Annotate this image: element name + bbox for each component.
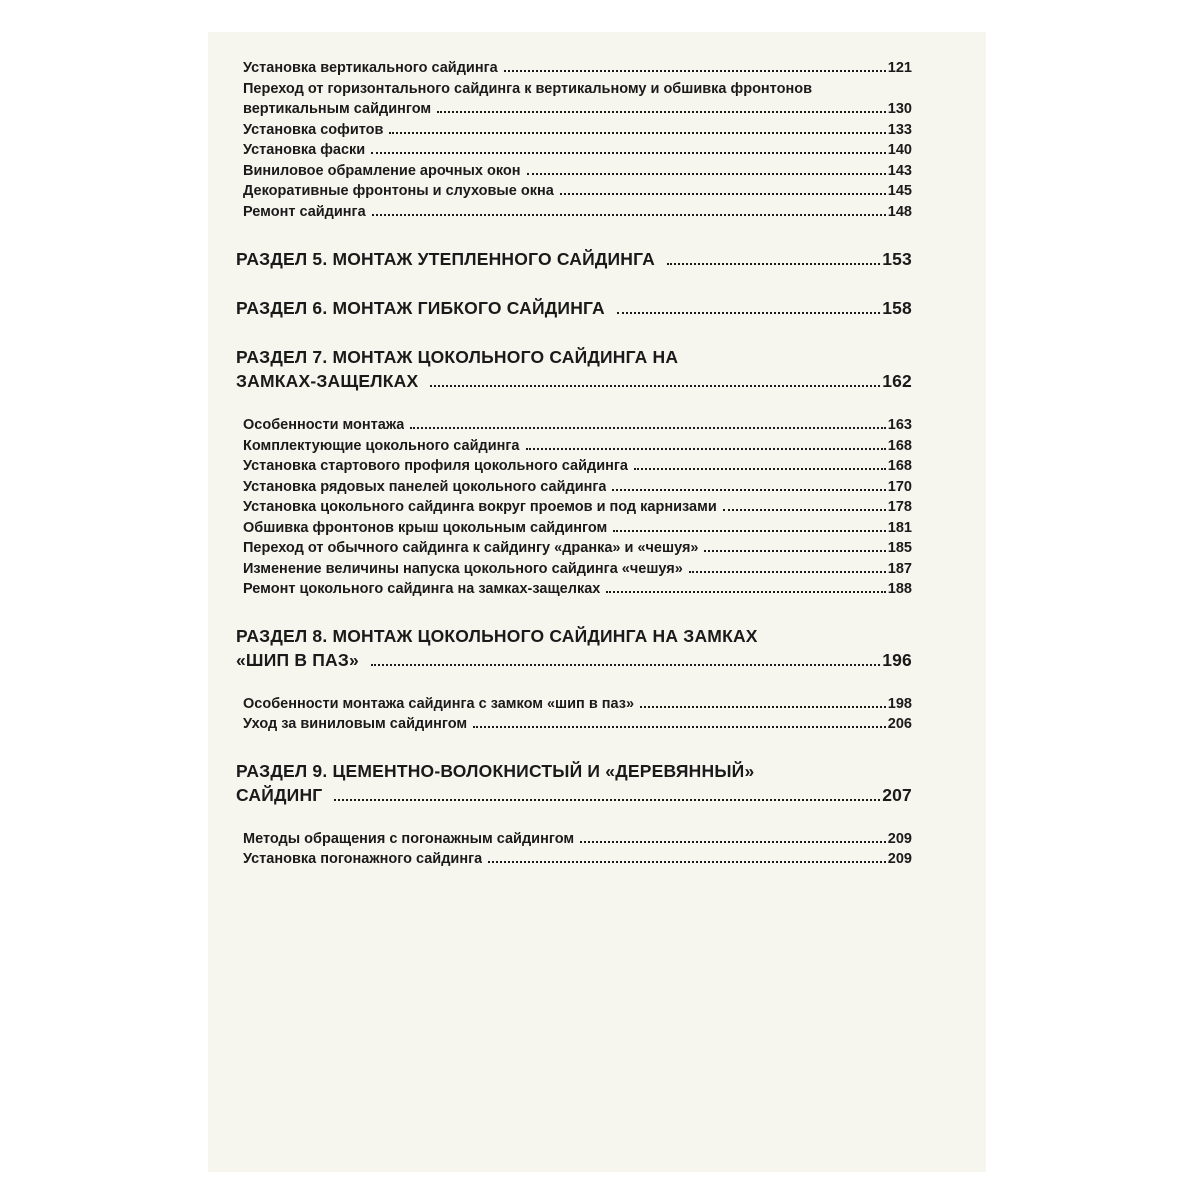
toc-entry xyxy=(243,202,912,223)
toc-entry-page: 178 xyxy=(887,499,912,515)
dot-leader xyxy=(473,726,886,728)
dot-leader xyxy=(634,468,886,470)
toc-entry-page: 185 xyxy=(887,540,912,556)
toc-section xyxy=(236,759,912,807)
toc-entry-title: Виниловое обрамление арочных окон xyxy=(243,162,521,179)
toc-entry-page: 121 xyxy=(887,60,912,76)
toc-entry-title: Ремонт сайдинга xyxy=(243,203,366,220)
toc-entry-page: 209 xyxy=(887,851,912,867)
dot-leader xyxy=(613,530,886,532)
toc-entry xyxy=(243,497,912,518)
toc-entry xyxy=(243,538,912,559)
table-of-contents xyxy=(236,58,912,870)
toc-entry xyxy=(243,140,912,161)
dot-leader xyxy=(334,799,880,801)
toc-section-page: 207 xyxy=(882,784,912,805)
toc-entry xyxy=(243,436,912,457)
toc-entry-page: 206 xyxy=(887,716,912,732)
toc-entry-title-line: Переход от горизонтального сайдинга к вертикальному и обшивка фронтонов xyxy=(243,80,812,97)
toc-entry xyxy=(243,829,912,850)
toc-entry-page: 188 xyxy=(887,581,912,597)
dot-leader xyxy=(640,706,886,708)
toc-section-title: РАЗДЕЛ 8. МОНТАЖ ЦОКОЛЬНОГО САЙДИНГА НА ЗАМКАХ xyxy=(236,625,758,646)
toc-entry-page: 209 xyxy=(887,830,912,847)
dot-leader xyxy=(437,111,886,113)
toc-entry-title: Декоративные фронтоны и слуховые окна xyxy=(243,183,554,199)
toc-entry-page: 187 xyxy=(887,560,912,577)
toc-entry xyxy=(243,120,912,141)
toc-entry-page: 198 xyxy=(887,695,912,712)
toc-section xyxy=(236,296,912,320)
toc-entry-page: 170 xyxy=(887,478,912,495)
toc-entry-page: 168 xyxy=(887,437,912,454)
dot-leader xyxy=(372,214,886,216)
toc-section-title-cont: САЙДИНГ xyxy=(236,784,323,805)
toc-entry-page: 133 xyxy=(887,121,912,138)
dot-leader xyxy=(488,861,886,863)
toc-entry-title: вертикальным сайдингом xyxy=(243,101,432,117)
toc-section-title-cont: «ШИП В ПАЗ» xyxy=(236,649,359,670)
toc-entry-title: Установка стартового профиля цокольного сайдинга xyxy=(243,458,628,474)
dot-leader xyxy=(560,193,886,195)
dot-leader xyxy=(389,132,885,134)
toc-entry-title: Комплектующие цокольного сайдинга xyxy=(243,437,520,454)
toc-entry-title: Переход от обычного сайдинга к сайдингу «дранка» и «чешуя» xyxy=(243,540,699,556)
dot-leader xyxy=(689,571,886,573)
toc-entry-page: 130 xyxy=(887,101,912,117)
toc-entry-title: Особенности монтажа сайдинга с замком «шип в паз» xyxy=(243,695,635,712)
dot-leader xyxy=(526,448,886,450)
toc-entry xyxy=(243,99,912,120)
toc-entry-page: 163 xyxy=(887,417,912,433)
toc-section xyxy=(236,345,912,393)
toc-entry xyxy=(243,694,912,715)
toc-entry xyxy=(243,579,912,600)
dot-leader xyxy=(580,841,886,843)
dot-leader xyxy=(606,591,885,593)
toc-section-page: 162 xyxy=(882,371,912,391)
toc-entry xyxy=(243,456,912,477)
toc-entry-page: 140 xyxy=(887,142,912,158)
toc-entry xyxy=(243,714,912,735)
toc-section-title: РАЗДЕЛ 7. МОНТАЖ ЦОКОЛЬНОГО САЙДИНГА НА xyxy=(236,347,679,367)
toc-entry-title: Изменение величины напуска цокольного сайдинга «чешуя» xyxy=(243,560,683,577)
toc-entry-title: Установка цокольного сайдинга вокруг проемов и под карнизами xyxy=(243,499,717,515)
toc-entry xyxy=(243,58,912,79)
dot-leader xyxy=(527,173,886,175)
dot-leader xyxy=(430,385,880,387)
toc-section-title-cont: ЗАМКАХ-ЗАЩЕЛКАХ xyxy=(236,371,419,391)
toc-entry-page: 148 xyxy=(887,203,912,220)
toc-entry-title: Особенности монтажа xyxy=(243,417,405,433)
toc-entry-title: Установка погонажного сайдинга xyxy=(243,851,483,867)
toc-entry-page: 143 xyxy=(887,162,912,179)
toc-entry-page: 181 xyxy=(887,519,912,536)
toc-entry-page: 145 xyxy=(887,183,912,199)
toc-entry-title: Установка рядовых панелей цокольного сайдинга xyxy=(243,478,607,495)
toc-section-title: РАЗДЕЛ 6. МОНТАЖ ГИБКОГО САЙДИНГА xyxy=(236,298,605,318)
dot-leader xyxy=(371,664,880,666)
toc-section xyxy=(236,624,912,672)
toc-entry-title: Ремонт цокольного сайдинга на замках-защелках xyxy=(243,581,601,597)
toc-entry xyxy=(243,559,912,580)
toc-entry-page: 168 xyxy=(887,458,912,474)
toc-entry-title: Уход за виниловым сайдингом xyxy=(243,716,468,732)
dot-leader xyxy=(371,152,886,154)
dot-leader xyxy=(504,70,886,72)
toc-entry-title: Методы обращения с погонажным сайдингом xyxy=(243,830,575,847)
toc-entry xyxy=(243,477,912,498)
dot-leader xyxy=(704,550,885,552)
toc-entry xyxy=(243,415,912,436)
dot-leader xyxy=(667,263,880,265)
toc-entry-title: Установка софитов xyxy=(243,121,384,138)
toc-entry-title: Установка вертикального сайдинга xyxy=(243,60,498,76)
toc-section-page: 196 xyxy=(882,649,912,670)
dot-leader xyxy=(617,312,880,314)
toc-entry-title: Обшивка фронтонов крыш цокольным сайдингом xyxy=(243,519,608,536)
toc-entry xyxy=(243,518,912,539)
toc-section-page: 153 xyxy=(882,249,912,269)
toc-entry xyxy=(243,849,912,870)
dot-leader xyxy=(410,427,885,429)
toc-section-title: РАЗДЕЛ 5. МОНТАЖ УТЕПЛЕННОГО САЙДИНГА xyxy=(236,249,655,269)
toc-section-page: 158 xyxy=(882,298,912,318)
toc-section-title: РАЗДЕЛ 9. ЦЕМЕНТНО-ВОЛОКНИСТЫЙ И «ДЕРЕВЯННЫЙ» xyxy=(236,760,755,781)
toc-entry xyxy=(243,161,912,182)
dot-leader xyxy=(723,509,886,511)
toc-entry-title: Установка фаски xyxy=(243,142,366,158)
dot-leader xyxy=(612,489,885,491)
toc-section xyxy=(236,247,912,271)
toc-entry xyxy=(243,181,912,202)
